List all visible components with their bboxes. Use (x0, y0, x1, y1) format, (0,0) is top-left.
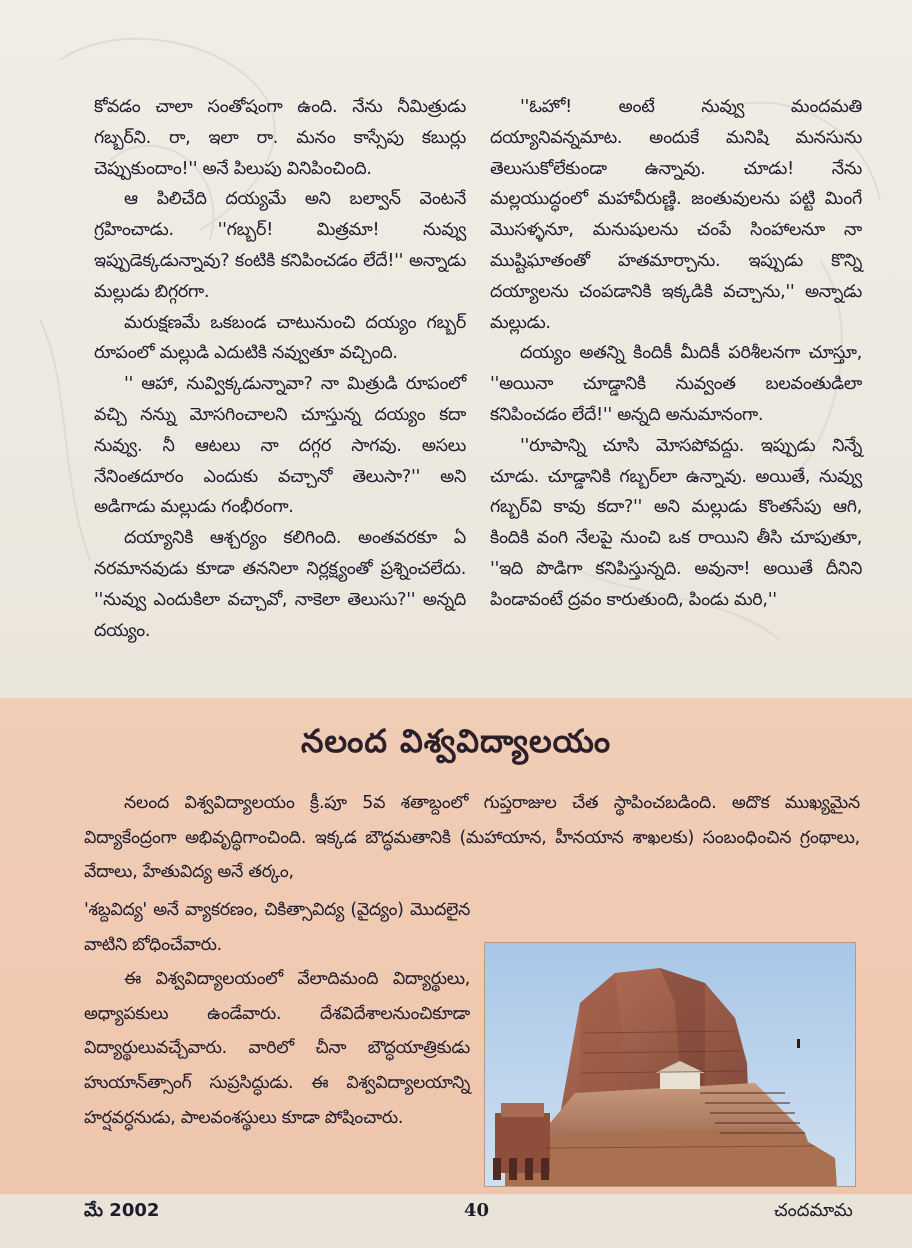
feature-text-column (84, 893, 470, 1135)
story-paragraph: కోవడం చాలా సంతోషంగా ఉంది. నేను నీమిత్రుడు గబ్బర్‌ని. రా, ఇలా రా. మనం కాస్సేపు కబుర్లు చెప్పుకుందాం!'' అనే పిలుపు వినిపించింది. (94, 97, 466, 179)
feature-title: నలంద విశ్వవిద్యాలయం (300, 722, 612, 760)
story-paragraph: '' ఆహా, నువ్విక్కడున్నావా? నా మిత్రుడి రూపంలో వచ్చి నన్ను మోసగించాలని చూస్తున్న దయ్యం కదా నువ్వు. నీ ఆటలు నా దగ్గర సాగవు. అసలు నేనింతదూరం ఎందుకు వచ్చానో తెలుసా?'' అని అడిగాడు మల్లుడు గంభీరంగా. (94, 374, 466, 518)
story-paragraph: ''రూపాన్ని చూసి మోసపోవద్దు. ఇప్పుడు నిన్నే చూడు. చూడ్డానికి గబ్బర్‌లా ఉన్నావు. అయితే, నువ్వు గబ్బర్‌వి కావు కదా?'' అని మల్లుడు కొంతసేపు ఆగి, కిందికి వంగి నేలపై నుంచి ఒక రాయిని తీసి చూపుతూ, ''ఇది పొడిగా కనిపిస్తున్నది. అవునా! అయితే దీనిని పిండావంటే ద్రవం కారుతుంది, పిండు మరి,'' (490, 435, 862, 610)
story-column-left (94, 92, 466, 646)
nalanda-ruins-photo (484, 942, 856, 1187)
story-paragraph: మరుక్షణమే ఒకబండ చాటునుంచి దయ్యం గబ్బర్ రూపంలో మల్లుడి ఎదుటికి నవ్వుతూ వచ్చింది. (94, 312, 466, 364)
story-column-right (490, 92, 862, 616)
story-paragraph: దయ్యానికి ఆశ్చర్యం కలిగింది. అంతవరకూ ఏ నరమానవుడు కూడా తననిలా నిర్లక్ష్యంతో ప్రశ్నించలేదు. ''నువ్వు ఎందుకిలా వచ్చావో, నాకెలా తెలుసు?'' అన్నది దయ్యం. (94, 528, 466, 641)
story-paragraph: దయ్యం అతన్ని కిందికీ మీదికీ పరిశీలనగా చూస్తూ, ''అయినా చూడ్డానికి నువ్వంత బలవంతుడిలా కనిపించడం లేదే!'' అన్నది అనుమానంగా. (490, 343, 862, 425)
feature-paragraph: 'శబ్దవిద్య' అనే వ్యాకరణం, చికిత్సావిద్య (వైద్యం) మొదలైన వాటిని బోధించేవారు. (84, 900, 470, 955)
story-paragraph: ఆ పిలిచేది దయ్యమే అని బల్వాన్ వెంటనే గ్రహించాడు. ''గబ్బర్! మిత్రమా! నువ్వు ఇప్పుడెక్కడున్నావు? కంటికి కనిపించడం లేదే!'' అన్నాడు మల్లుడు బిగ్గరగా. (94, 189, 466, 302)
ruins-illustration (485, 943, 856, 1187)
magazine-name: చందమామ (774, 1200, 853, 1221)
story-paragraph: ''ఓహో! అంటే నువ్వు మందమతి దయ్యానివన్నమాట. అందుకే మనిషి మనసును తెలుసుకోలేకుండా ఉన్నావు. చూడు! నేను మల్లయుద్ధంలో మహావీరుణ్ణి. జంతువులను పట్టి మింగే మొసళ్ళనూ, మనుషులను చంపే సింహాలనూ నా ముష్టిఘాతంతో హతమార్చాను. ఇప్పుడు కొన్ని దయ్యాలను చంపడానికి ఇక్కడికి వచ్చాను,'' అన్నాడు మల్లుడు. (490, 97, 862, 333)
feature-intro: నలంద విశ్వవిద్యాలయం క్రీ.పూ 5వ శతాబ్దంలో గుప్తరాజుల చేత స్థాపించబడింది. అదొక ముఖ్యమైన విద్యాకేంద్రంగా అభివృద్ధిగాంచింది. ఇక్కడ బౌద్ధమతానికి (మహాయాన, హీనయాన శాఖలకు) సంబంధించిన గ్రంథాలు, వేదాలు, హేతువిద్య అనే తర్కం, (84, 793, 860, 883)
page-number: 40 (464, 1200, 490, 1221)
feature-paragraph: ఈ విశ్వవిద్యాలయంలో వేలాదిమంది విద్యార్థులు, అధ్యాపకులు ఉండేవారు. దేశవిదేశాలనుంచికూడా విద్యార్థులువచ్చేవారు. వారిలో చీనా బౌద్ధయాత్రికుడు హుయాన్‌త్సాంగ్ సుప్రసిద్ధుడు. ఈ విశ్వవిద్యాలయాన్ని హర్షవర్ధనుడు, పాలవంశస్థులు కూడా పోషించారు. (84, 969, 470, 1128)
footer-date: మే 2002 (84, 1200, 160, 1221)
